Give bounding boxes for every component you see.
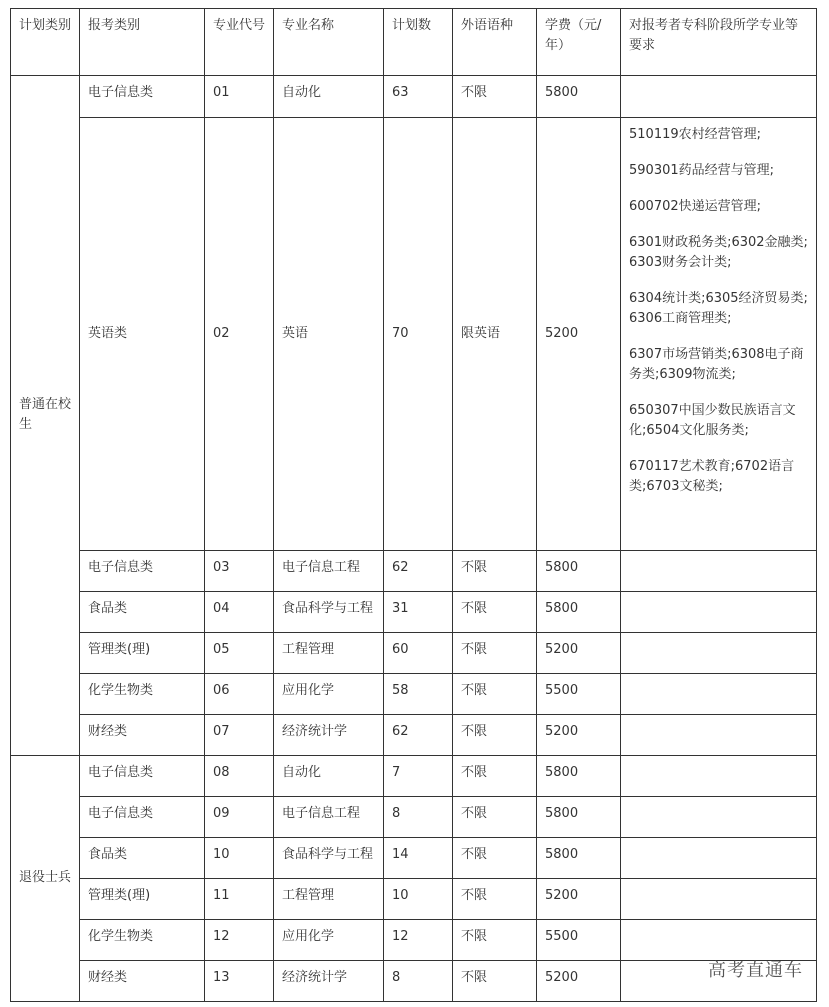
plan-type-cell: 退役士兵 <box>11 756 80 1002</box>
count-cell: 63 <box>384 76 453 118</box>
major-cell: 食品科学与工程 <box>274 592 384 633</box>
tuition-cell: 5800 <box>537 592 621 633</box>
language-cell: 不限 <box>453 920 537 961</box>
requirements-cell <box>621 838 817 879</box>
requirement-item: 590301药品经营与管理; <box>629 163 775 178</box>
code-cell: 09 <box>205 797 274 838</box>
count-cell: 58 <box>384 674 453 715</box>
language-cell: 不限 <box>453 838 537 879</box>
category-cell: 财经类 <box>80 961 205 1002</box>
code-cell: 06 <box>205 674 274 715</box>
table-header-row <box>11 9 817 76</box>
code-cell: 13 <box>205 961 274 1002</box>
category-cell: 化学生物类 <box>80 920 205 961</box>
count-cell: 60 <box>384 633 453 674</box>
category-cell: 英语类 <box>80 118 205 551</box>
tuition-cell: 5500 <box>537 920 621 961</box>
table-row <box>11 920 817 961</box>
category-cell: 电子信息类 <box>80 797 205 838</box>
tuition-cell: 5800 <box>537 551 621 592</box>
category-cell: 电子信息类 <box>80 76 205 118</box>
language-cell: 不限 <box>453 715 537 756</box>
tuition-cell: 5200 <box>537 879 621 920</box>
count-cell: 10 <box>384 879 453 920</box>
table-row <box>11 551 817 592</box>
tuition-cell: 5500 <box>537 674 621 715</box>
language-cell: 不限 <box>453 797 537 838</box>
category-cell: 财经类 <box>80 715 205 756</box>
language-cell: 不限 <box>453 592 537 633</box>
code-cell: 03 <box>205 551 274 592</box>
major-cell: 经济统计学 <box>274 961 384 1002</box>
table-row <box>11 118 817 551</box>
count-cell: 12 <box>384 920 453 961</box>
major-cell: 工程管理 <box>274 879 384 920</box>
table-row <box>11 592 817 633</box>
requirement-item: 670117艺术教育;6702语言类;6703文秘类; <box>629 459 795 494</box>
count-cell: 62 <box>384 715 453 756</box>
major-cell: 应用化学 <box>274 674 384 715</box>
table-row <box>11 756 817 797</box>
count-cell: 14 <box>384 838 453 879</box>
tuition-cell: 5800 <box>537 76 621 118</box>
language-cell: 不限 <box>453 756 537 797</box>
requirements-cell <box>621 920 817 961</box>
header-requirements: 对报考者专科阶段所学专业等要求 <box>621 9 817 76</box>
header-foreign-language: 外语语种 <box>453 9 537 76</box>
code-cell: 02 <box>205 118 274 551</box>
language-cell: 限英语 <box>453 118 537 551</box>
tuition-cell: 5200 <box>537 118 621 551</box>
code-cell: 04 <box>205 592 274 633</box>
requirements-cell <box>621 797 817 838</box>
requirement-item: 600702快递运营管理; <box>629 199 762 214</box>
count-cell: 70 <box>384 118 453 551</box>
tuition-cell: 5800 <box>537 797 621 838</box>
requirements-cell <box>621 592 817 633</box>
table-row <box>11 797 817 838</box>
language-cell: 不限 <box>453 76 537 118</box>
category-cell: 管理类(理) <box>80 879 205 920</box>
requirements-cell <box>621 674 817 715</box>
table-row <box>11 76 817 118</box>
code-cell: 12 <box>205 920 274 961</box>
major-cell: 自动化 <box>274 756 384 797</box>
major-cell: 电子信息工程 <box>274 551 384 592</box>
count-cell: 62 <box>384 551 453 592</box>
category-cell: 化学生物类 <box>80 674 205 715</box>
tuition-cell: 5200 <box>537 715 621 756</box>
major-cell: 英语 <box>274 118 384 551</box>
requirements-cell <box>621 879 817 920</box>
header-major-name: 专业名称 <box>274 9 384 76</box>
language-cell: 不限 <box>453 551 537 592</box>
tuition-cell: 5800 <box>537 756 621 797</box>
requirements-cell <box>621 551 817 592</box>
major-cell: 工程管理 <box>274 633 384 674</box>
major-cell: 自动化 <box>274 76 384 118</box>
category-cell: 电子信息类 <box>80 551 205 592</box>
requirement-item: 6304统计类;6305经济贸易类;6306工商管理类; <box>629 291 808 326</box>
language-cell: 不限 <box>453 633 537 674</box>
header-plan-type: 计划类别 <box>11 9 80 76</box>
enrollment-plan-table <box>10 8 817 1002</box>
requirement-item: 6307市场营销类;6308电子商务类;6309物流类; <box>629 347 804 382</box>
major-cell: 应用化学 <box>274 920 384 961</box>
count-cell: 7 <box>384 756 453 797</box>
tuition-cell: 5800 <box>537 838 621 879</box>
requirements-cell <box>621 715 817 756</box>
code-cell: 08 <box>205 756 274 797</box>
requirements-cell <box>621 633 817 674</box>
table-row <box>11 633 817 674</box>
requirement-item: 6301财政税务类;6302金融类;6303财务会计类; <box>629 235 808 270</box>
major-cell: 食品科学与工程 <box>274 838 384 879</box>
header-plan-count: 计划数 <box>384 9 453 76</box>
table-row <box>11 715 817 756</box>
header-major-code: 专业代号 <box>205 9 274 76</box>
requirement-item: 650307中国少数民族语言文化;6504文化服务类; <box>629 403 796 438</box>
tuition-cell: 5200 <box>537 961 621 1002</box>
table-row <box>11 674 817 715</box>
code-cell: 07 <box>205 715 274 756</box>
table-row <box>11 879 817 920</box>
requirement-item: 510119农村经营管理; <box>629 127 762 142</box>
code-cell: 10 <box>205 838 274 879</box>
code-cell: 05 <box>205 633 274 674</box>
count-cell: 8 <box>384 797 453 838</box>
count-cell: 8 <box>384 961 453 1002</box>
requirements-cell <box>621 118 817 551</box>
requirements-cell <box>621 756 817 797</box>
category-cell: 食品类 <box>80 592 205 633</box>
code-cell: 11 <box>205 879 274 920</box>
table-row <box>11 961 817 1002</box>
code-cell: 01 <box>205 76 274 118</box>
watermark-text: 高考直通车 <box>708 960 803 981</box>
category-cell: 管理类(理) <box>80 633 205 674</box>
category-cell: 食品类 <box>80 838 205 879</box>
count-cell: 31 <box>384 592 453 633</box>
category-cell: 电子信息类 <box>80 756 205 797</box>
language-cell: 不限 <box>453 674 537 715</box>
requirements-cell <box>621 76 817 118</box>
language-cell: 不限 <box>453 879 537 920</box>
header-category: 报考类别 <box>80 9 205 76</box>
major-cell: 电子信息工程 <box>274 797 384 838</box>
table-row <box>11 838 817 879</box>
language-cell: 不限 <box>453 961 537 1002</box>
plan-type-cell: 普通在校生 <box>11 76 80 756</box>
header-tuition: 学费（元/年） <box>537 9 621 76</box>
tuition-cell: 5200 <box>537 633 621 674</box>
major-cell: 经济统计学 <box>274 715 384 756</box>
